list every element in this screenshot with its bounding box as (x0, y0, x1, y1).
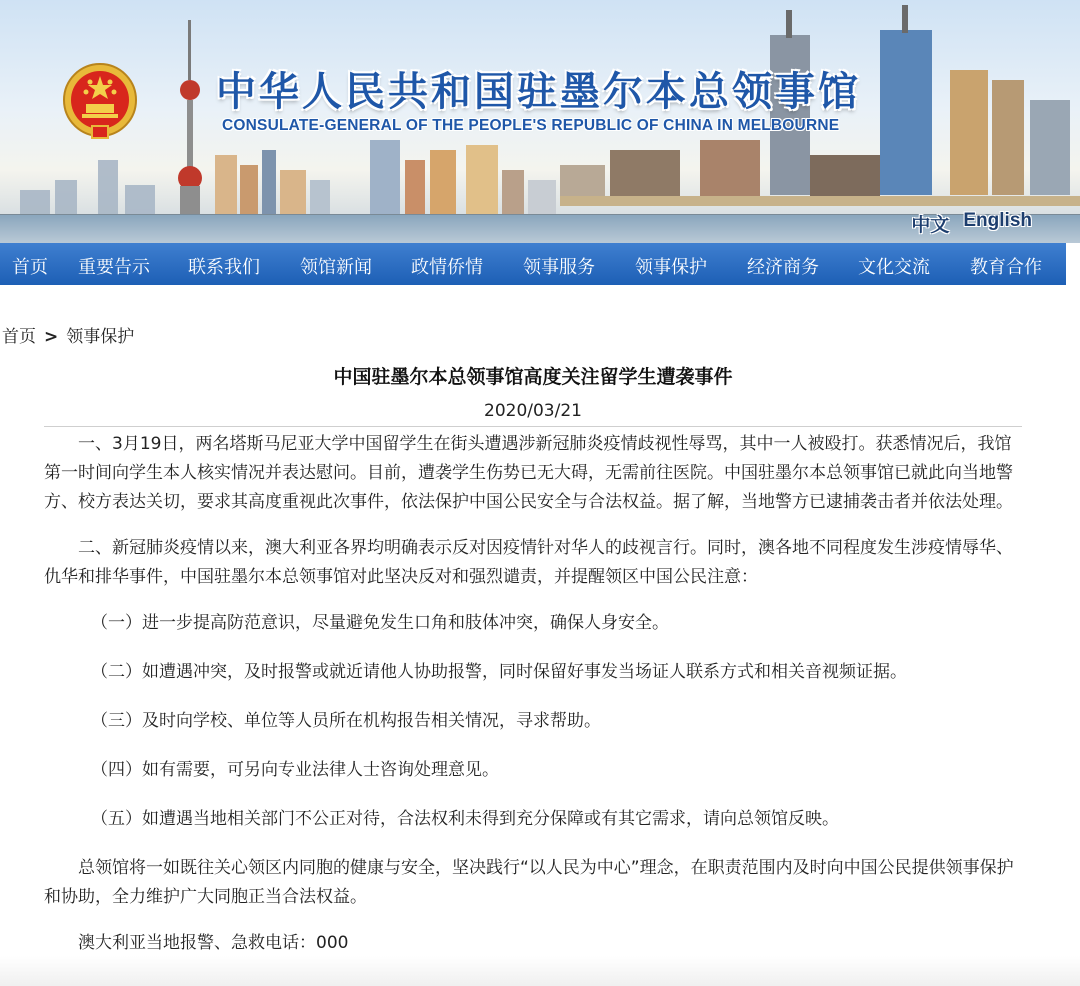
nav-item-economy[interactable]: 经济商务 (747, 257, 819, 278)
breadcrumb-home-link[interactable]: 首页 (2, 327, 36, 347)
list-item: （一）进一步提高防范意识，尽量避免发生口角和肢体冲突，确保人身安全。 (91, 613, 669, 633)
breadcrumb-current-link[interactable]: 领事保护 (66, 327, 135, 347)
nav-item-home[interactable]: 首页 (12, 257, 48, 278)
breadcrumb (2, 322, 134, 347)
header-banner (0, 0, 1080, 243)
language-switcher (911, 210, 1032, 237)
pearl-tower (178, 20, 202, 216)
nav-item-news[interactable]: 领馆新闻 (300, 257, 372, 278)
list-item: （四）如有需要，可另向专业法律人士咨询处理意见。 (91, 760, 499, 780)
list-item: （二）如遭遇冲突，及时报警或就近请他人协助报警，同时保留好事发当场证人联系方式和相关音视频证据。 (91, 662, 907, 682)
bottom-fade (0, 956, 1080, 986)
list-item: （三）及时向学校、单位等人员所在机构报告相关情况，寻求帮助。 (91, 711, 601, 731)
article-title: 中国驻墨尔本总领事馆高度关注留学生遭袭事件 (333, 366, 733, 388)
main-nav (0, 243, 1066, 285)
site-title-en: CONSULATE-GENERAL OF THE PEOPLE'S REPUBLIC OF CHINA IN MELBOURNE (222, 117, 840, 134)
paragraph-2: 二、新冠肺炎疫情以来，澳大利亚各界均明确表示反对因疫情针对华人的歧视言行。同时，澳各地不同程度发生涉疫情辱华、仇华和排华事件，中国驻墨尔本总领事馆对此坚决反对和强烈谴责，并提醒领区中国公民注意： (44, 538, 1013, 587)
nav-item-contact[interactable]: 联系我们 (188, 257, 260, 278)
lang-chinese-link[interactable]: 中文 (911, 215, 950, 236)
nav-item-politics[interactable]: 政情侨情 (411, 257, 483, 278)
national-emblem-icon (62, 62, 138, 142)
article-body (44, 430, 1024, 975)
nav-item-culture[interactable]: 文化交流 (858, 257, 930, 278)
article-date: 2020/03/21 (484, 401, 582, 421)
nav-item-protection[interactable]: 领事保护 (635, 257, 707, 278)
nav-item-notices[interactable]: 重要告示 (78, 257, 150, 278)
divider (44, 426, 1022, 427)
paragraph-3: 总领馆将一如既往关心领区内同胞的健康与安全，坚决践行“以人民为中心”理念，在职责范围内及时向中国公民提供领事保护和协助，全力维护广大同胞正当合法权益。 (44, 858, 1014, 907)
paragraph-emergency: 澳大利亚当地报警、急救电话：000 (78, 933, 349, 953)
lang-english-link[interactable]: English (963, 210, 1032, 231)
list-item: （五）如遭遇当地相关部门不公正对待，合法权利未得到充分保障或有其它需求，请向总领馆反映。 (91, 809, 839, 829)
breadcrumb-separator: > (44, 327, 59, 347)
nav-item-education[interactable]: 教育合作 (970, 257, 1042, 278)
nav-item-consular[interactable]: 领事服务 (523, 257, 595, 278)
site-title-cn: 中华人民共和国驻墨尔本总领事馆 (216, 68, 861, 115)
paragraph-1: 一、3月19日，两名塔斯马尼亚大学中国留学生在街头遭遇涉新冠肺炎疫情歧视性辱骂，其中一人被殴打。获悉情况后，我馆第一时间向学生本人核实情况并表达慰问。目前，遭袭学生伤势已无大碍，无需前往医院。中国驻墨尔本总领事馆已就此向当地警方、校方表达关切，要求其高度重视此次事件，依法保护中国公民安全与合法权益。据了解，当地警方已逮捕袭击者并依法处理。 (44, 434, 1013, 512)
